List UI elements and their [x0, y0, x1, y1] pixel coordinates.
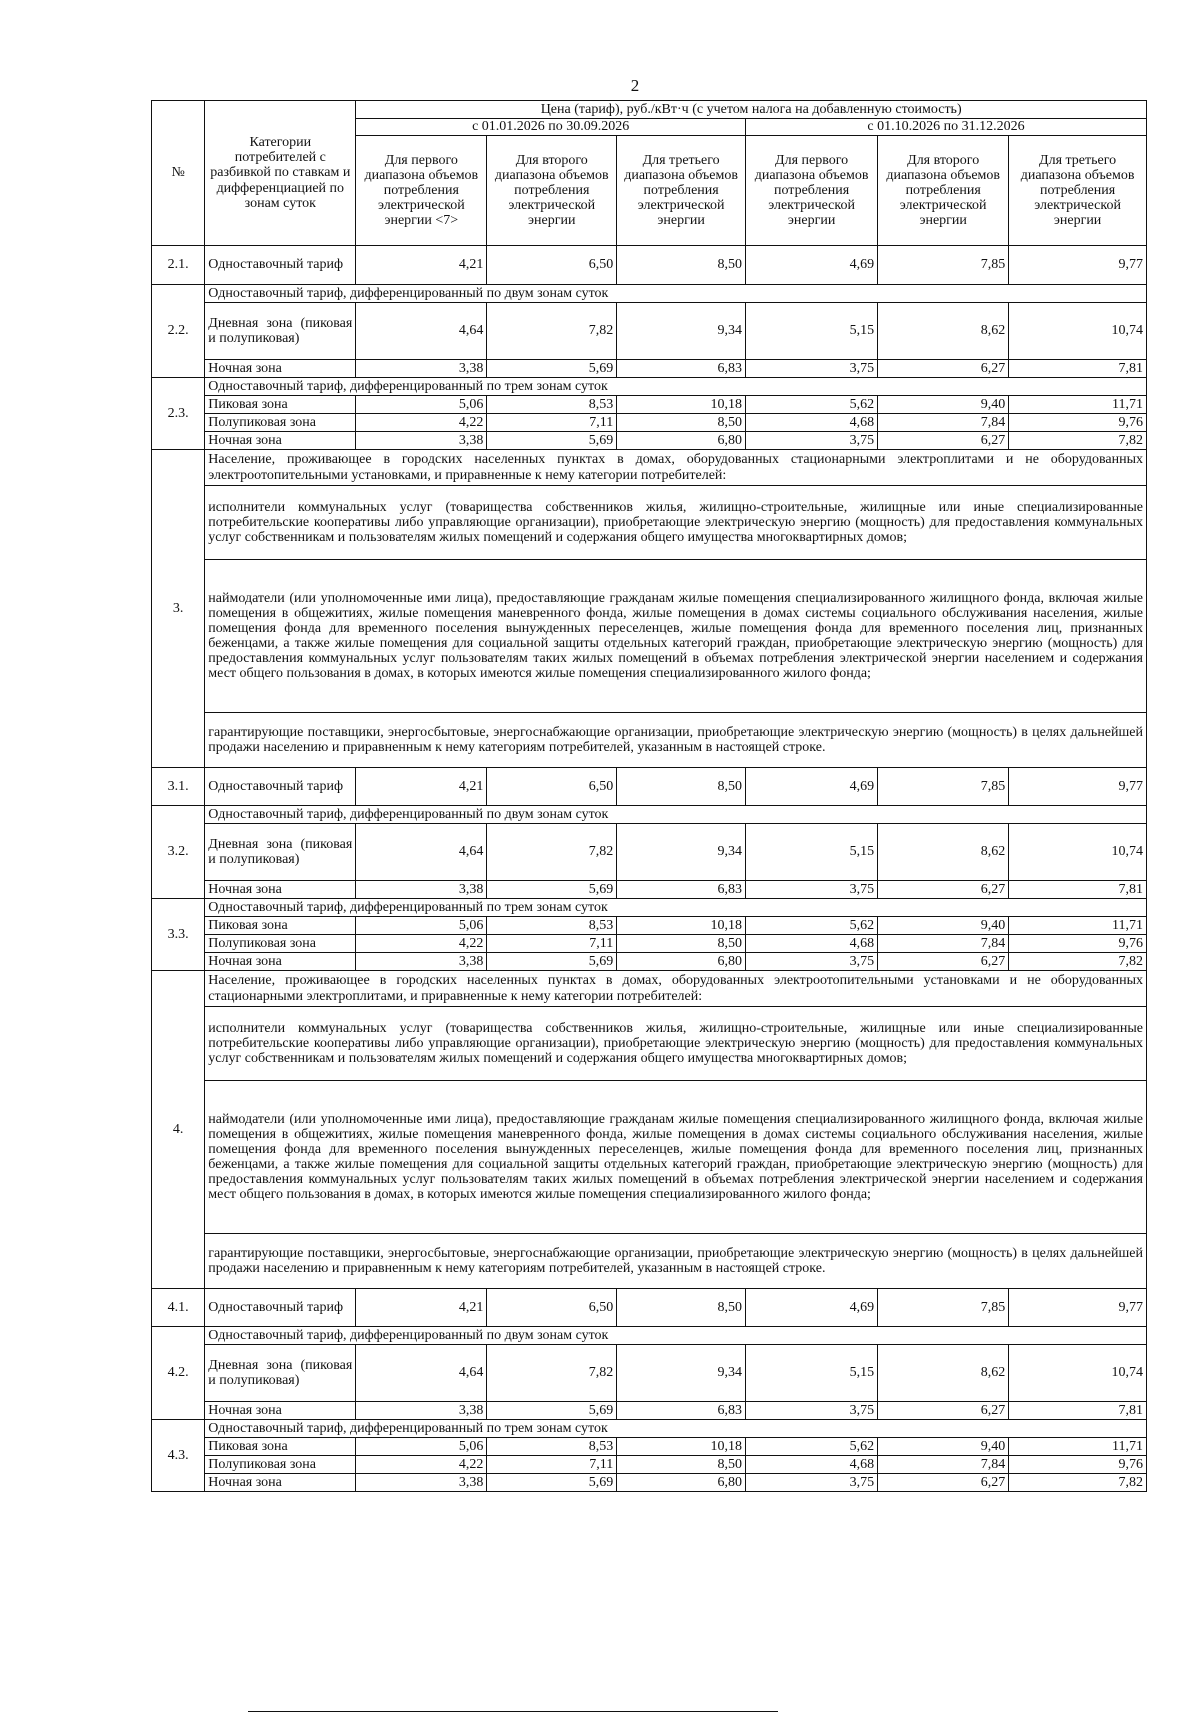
- row-3-3-half: [152, 935, 1147, 953]
- row-3-title: [152, 450, 1147, 486]
- price-cell: 5,69: [487, 953, 617, 971]
- row-number: 2.1.: [152, 246, 205, 285]
- row-4-landlords: [152, 1081, 1147, 1234]
- price-cell: 8,53: [487, 917, 617, 935]
- row-label: Одноставочный тариф: [205, 1289, 356, 1327]
- price-cell: 10,18: [617, 917, 746, 935]
- price-cell: 6,80: [617, 1474, 746, 1492]
- price-cell: 7,11: [487, 1456, 617, 1474]
- row-2-3-peak: [152, 396, 1147, 414]
- price-cell: 7,85: [878, 768, 1009, 806]
- price-cell: 4,21: [356, 246, 487, 285]
- row-number: 2.3.: [152, 378, 205, 450]
- price-cell: 5,06: [356, 396, 487, 414]
- price-cell: 4,69: [746, 1289, 878, 1327]
- row-4-suppliers: [152, 1234, 1147, 1289]
- row-3-communal: [152, 486, 1147, 560]
- two-zone-title: Одноставочный тариф, дифференцированный по двум зонам суток: [205, 1327, 1147, 1345]
- price-cell: 3,38: [356, 953, 487, 971]
- price-cell: 8,50: [617, 935, 746, 953]
- section-3-suppliers: гарантирующие поставщики, энергосбытовые, энергоснабжающие организации, приобретающие электрическую энергию (мощность) в целях дальнейшей продажи населению и приравненным к нему категориям потребителей, указанным в настоящей строке.: [205, 713, 1147, 768]
- row-4-3-peak: [152, 1438, 1147, 1456]
- header-num: №: [152, 101, 205, 246]
- price-cell: 5,62: [746, 396, 878, 414]
- price-cell: 4,21: [356, 1289, 487, 1327]
- price-cell: 6,27: [878, 1402, 1009, 1420]
- price-cell: 10,74: [1009, 303, 1147, 360]
- price-cell: 9,40: [878, 396, 1009, 414]
- header-range-2-p1: Для второго диапазона объемов потребления электрической энергии: [487, 136, 617, 246]
- row-4-3-night: [152, 1474, 1147, 1492]
- price-cell: 9,40: [878, 1438, 1009, 1456]
- three-zone-title: Одноставочный тариф, дифференцированный по трем зонам суток: [205, 378, 1147, 396]
- row-label: Одноставочный тариф: [205, 768, 356, 806]
- price-cell: 7,84: [878, 1456, 1009, 1474]
- price-cell: 7,82: [487, 1345, 617, 1402]
- price-cell: 3,38: [356, 1402, 487, 1420]
- row-number: 3.3.: [152, 899, 205, 971]
- price-cell: 4,68: [746, 1456, 878, 1474]
- row-number: 2.2.: [152, 285, 205, 378]
- row-4-2-title: [152, 1327, 1147, 1345]
- price-cell: 5,15: [746, 303, 878, 360]
- price-cell: 9,40: [878, 917, 1009, 935]
- price-cell: 5,15: [746, 1345, 878, 1402]
- header-range-3-p1: Для третьего диапазона объемов потребления электрической энергии: [617, 136, 746, 246]
- price-cell: 8,50: [617, 768, 746, 806]
- row-number: 3.1.: [152, 768, 205, 806]
- price-cell: 7,82: [1009, 432, 1147, 450]
- row-label: Полупиковая зона: [205, 414, 356, 432]
- row-label: Полупиковая зона: [205, 935, 356, 953]
- row-label: Ночная зона: [205, 1474, 356, 1492]
- row-number: 3.2.: [152, 806, 205, 899]
- price-cell: 4,69: [746, 768, 878, 806]
- section-3-communal: исполнители коммунальных услуг (товарищества собственников жилья, жилищно-строительные, жилищные или иные специализированные потребительские кооперативы либо управляющие организации), приобретающие электрическую энергию (мощность) для предоставления коммунальных услуг собственникам и пользователям жилых помещений и содержания общего имущества многоквартирных домов;: [205, 486, 1147, 560]
- row-2-1: [152, 246, 1147, 285]
- section-4-landlords: наймодатели (или уполномоченные ими лица), предоставляющие гражданам жилые помещения специализированного жилищного фонда, включая жилые помещения в общежитиях, жилые помещения маневренного фонда, жилые помещения в домах системы социального обслуживания населения, жилые помещения фонда для временного поселения вынужденных переселенцев, жилые помещения фонда для временного поселения лиц, признанных беженцами, а также жилые помещения для социальной защиты отдельных категорий граждан, приобретающие электрическую энергию (мощность) для предоставления коммунальных услуг пользователям таких жилых помещений в объемах потребления электрической энергии населением и содержания мест общего пользования в домах, в которых имеются жилые помещения специализированного жилого фонда;: [205, 1081, 1147, 1234]
- price-cell: 6,27: [878, 953, 1009, 971]
- price-cell: 6,80: [617, 432, 746, 450]
- price-cell: 5,15: [746, 824, 878, 881]
- row-number: 4.: [152, 971, 205, 1289]
- row-label: Одноставочный тариф: [205, 246, 356, 285]
- row-2-3-title: [152, 378, 1147, 396]
- price-cell: 4,64: [356, 303, 487, 360]
- price-cell: 4,68: [746, 935, 878, 953]
- price-cell: 3,38: [356, 432, 487, 450]
- price-cell: 5,69: [487, 1402, 617, 1420]
- price-cell: 6,27: [878, 432, 1009, 450]
- header-price: Цена (тариф), руб./кВт·ч (с учетом налога на добавленную стоимость): [356, 101, 1147, 119]
- price-cell: 5,69: [487, 432, 617, 450]
- price-cell: 5,69: [487, 360, 617, 378]
- price-cell: 11,71: [1009, 1438, 1147, 1456]
- price-cell: 4,21: [356, 768, 487, 806]
- two-zone-title: Одноставочный тариф, дифференцированный по двум зонам суток: [205, 285, 1147, 303]
- page-number: 2: [630, 76, 640, 95]
- price-cell: 7,82: [1009, 1474, 1147, 1492]
- price-cell: 9,34: [617, 1345, 746, 1402]
- price-cell: 8,62: [878, 303, 1009, 360]
- price-cell: 4,64: [356, 824, 487, 881]
- row-2-2-night: [152, 360, 1147, 378]
- price-cell: 7,82: [487, 303, 617, 360]
- price-cell: 4,22: [356, 935, 487, 953]
- price-cell: 7,11: [487, 414, 617, 432]
- section-3-landlords: наймодатели (или уполномоченные ими лица), предоставляющие гражданам жилые помещения специализированного жилищного фонда, включая жилые помещения в общежитиях, жилые помещения маневренного фонда, жилые помещения в домах системы социального обслуживания населения, жилые помещения фонда для временного поселения вынужденных переселенцев, жилые помещения фонда для временного поселения лиц, признанных беженцами, а также жилые помещения для социальной защиты отдельных категорий граждан, приобретающие электрическую энергию (мощность) для предоставления коммунальных услуг пользователям таких жилых помещений в объемах потребления электрической энергии населением и содержания мест общего пользования в домах, в которых имеются жилые помещения специализированного жилого фонда;: [205, 560, 1147, 713]
- row-label: Полупиковая зона: [205, 1456, 356, 1474]
- row-label: Пиковая зона: [205, 1438, 356, 1456]
- price-cell: 9,76: [1009, 935, 1147, 953]
- price-cell: 7,82: [487, 824, 617, 881]
- price-cell: 11,71: [1009, 396, 1147, 414]
- price-cell: 4,22: [356, 1456, 487, 1474]
- price-cell: 6,27: [878, 360, 1009, 378]
- price-cell: 9,34: [617, 303, 746, 360]
- price-cell: 7,11: [487, 935, 617, 953]
- section-4-suppliers: гарантирующие поставщики, энергосбытовые, энергоснабжающие организации, приобретающие электрическую энергию (мощность) в целях дальнейшей продажи населению и приравненным к нему категориям потребителей, указанным в настоящей строке.: [205, 1234, 1147, 1289]
- price-cell: 7,84: [878, 935, 1009, 953]
- price-cell: 3,75: [746, 953, 878, 971]
- price-cell: 7,81: [1009, 1402, 1147, 1420]
- row-label: Пиковая зона: [205, 917, 356, 935]
- price-cell: 9,76: [1009, 1456, 1147, 1474]
- row-label: Ночная зона: [205, 881, 356, 899]
- header-range-1-p1: Для первого диапазона объемов потребления электрической энергии <7>: [356, 136, 487, 246]
- row-4-3-half: [152, 1456, 1147, 1474]
- price-cell: 3,38: [356, 1474, 487, 1492]
- row-label: Дневная зона (пиковая и полупиковая): [205, 303, 356, 360]
- header-period-1: с 01.01.2026 по 30.09.2026: [356, 119, 746, 136]
- row-label: Ночная зона: [205, 432, 356, 450]
- price-cell: 10,18: [617, 396, 746, 414]
- price-cell: 3,38: [356, 881, 487, 899]
- price-cell: 6,50: [487, 1289, 617, 1327]
- row-number: 4.2.: [152, 1327, 205, 1420]
- price-cell: 7,85: [878, 246, 1009, 285]
- price-cell: 8,50: [617, 1456, 746, 1474]
- price-cell: 5,62: [746, 1438, 878, 1456]
- row-4-3-title: [152, 1420, 1147, 1438]
- row-4-1: [152, 1289, 1147, 1327]
- price-cell: 5,69: [487, 881, 617, 899]
- price-cell: 5,69: [487, 1474, 617, 1492]
- section-4-title: Население, проживающее в городских населенных пунктах в домах, оборудованных электроотопительными установками и не оборудованных стационарными электроплитами, и приравненные к нему категории потребителей:: [205, 971, 1147, 1007]
- tariff-table: [151, 100, 1147, 1492]
- price-cell: 6,27: [878, 881, 1009, 899]
- price-cell: 3,75: [746, 1474, 878, 1492]
- row-3-2-title: [152, 806, 1147, 824]
- row-label: Пиковая зона: [205, 396, 356, 414]
- price-cell: 7,84: [878, 414, 1009, 432]
- row-number: 3.: [152, 450, 205, 768]
- section-3-title: Население, проживающее в городских населенных пунктах в домах, оборудованных стационарными электроплитами и не оборудованных электроотопительными установками, и приравненные к нему категории потребителей:: [205, 450, 1147, 486]
- row-3-1: [152, 768, 1147, 806]
- price-cell: 9,77: [1009, 768, 1147, 806]
- price-cell: 3,38: [356, 360, 487, 378]
- section-4-communal: исполнители коммунальных услуг (товарищества собственников жилья, жилищно-строительные, жилищные или иные специализированные потребительские кооперативы либо управляющие организации), приобретающие электрическую энергию (мощность) для предоставления коммунальных услуг собственникам и пользователям жилых помещений и содержания общего имущества многоквартирных домов;: [205, 1007, 1147, 1081]
- two-zone-title: Одноставочный тариф, дифференцированный по двум зонам суток: [205, 806, 1147, 824]
- row-2-2-day: [152, 303, 1147, 360]
- footer-divider: [248, 1711, 778, 1712]
- row-label: Ночная зона: [205, 1402, 356, 1420]
- price-cell: 6,83: [617, 360, 746, 378]
- row-4-2-night: [152, 1402, 1147, 1420]
- price-cell: 9,34: [617, 824, 746, 881]
- row-3-landlords: [152, 560, 1147, 713]
- price-cell: 10,18: [617, 1438, 746, 1456]
- price-cell: 7,81: [1009, 881, 1147, 899]
- row-label: Дневная зона (пиковая и полупиковая): [205, 824, 356, 881]
- three-zone-title: Одноставочный тариф, дифференцированный по трем зонам суток: [205, 1420, 1147, 1438]
- price-cell: 5,62: [746, 917, 878, 935]
- price-cell: 8,50: [617, 414, 746, 432]
- price-cell: 7,81: [1009, 360, 1147, 378]
- price-cell: 4,69: [746, 246, 878, 285]
- three-zone-title: Одноставочный тариф, дифференцированный по трем зонам суток: [205, 899, 1147, 917]
- price-cell: 3,75: [746, 881, 878, 899]
- header-range-2-p2: Для второго диапазона объемов потребления электрической энергии: [878, 136, 1009, 246]
- row-4-communal: [152, 1007, 1147, 1081]
- price-cell: 6,50: [487, 768, 617, 806]
- price-cell: 6,50: [487, 246, 617, 285]
- price-cell: 9,77: [1009, 1289, 1147, 1327]
- row-2-2-title: [152, 285, 1147, 303]
- price-cell: 3,75: [746, 432, 878, 450]
- price-cell: 8,53: [487, 396, 617, 414]
- price-cell: 3,75: [746, 1402, 878, 1420]
- header-category: Категории потребителей с разбивкой по ставкам и дифференциацией по зонам суток: [205, 101, 356, 246]
- header-row-1: [152, 101, 1147, 119]
- price-cell: 8,62: [878, 824, 1009, 881]
- price-cell: 8,50: [617, 1289, 746, 1327]
- row-3-suppliers: [152, 713, 1147, 768]
- price-cell: 8,50: [617, 246, 746, 285]
- row-3-3-night: [152, 953, 1147, 971]
- price-cell: 6,83: [617, 881, 746, 899]
- row-4-title: [152, 971, 1147, 1007]
- header-range-3-p2: Для третьего диапазона объемов потребления электрической энергии: [1009, 136, 1147, 246]
- row-label: Дневная зона (пиковая и полупиковая): [205, 1345, 356, 1402]
- header-period-2: с 01.10.2026 по 31.12.2026: [746, 119, 1147, 136]
- header-range-1-p2: Для первого диапазона объемов потребления электрической энергии: [746, 136, 878, 246]
- price-cell: 4,64: [356, 1345, 487, 1402]
- row-3-3-peak: [152, 917, 1147, 935]
- price-cell: 11,71: [1009, 917, 1147, 935]
- row-2-3-half: [152, 414, 1147, 432]
- price-cell: 6,80: [617, 953, 746, 971]
- row-label: Ночная зона: [205, 953, 356, 971]
- price-cell: 10,74: [1009, 1345, 1147, 1402]
- row-label: Ночная зона: [205, 360, 356, 378]
- price-cell: 4,68: [746, 414, 878, 432]
- row-number: 4.3.: [152, 1420, 205, 1492]
- price-cell: 9,77: [1009, 246, 1147, 285]
- row-2-3-night: [152, 432, 1147, 450]
- row-4-2-day: [152, 1345, 1147, 1402]
- row-number: 4.1.: [152, 1289, 205, 1327]
- price-cell: 6,27: [878, 1474, 1009, 1492]
- price-cell: 3,75: [746, 360, 878, 378]
- price-cell: 8,62: [878, 1345, 1009, 1402]
- price-cell: 10,74: [1009, 824, 1147, 881]
- price-cell: 7,82: [1009, 953, 1147, 971]
- price-cell: 6,83: [617, 1402, 746, 1420]
- row-3-2-night: [152, 881, 1147, 899]
- price-cell: 8,53: [487, 1438, 617, 1456]
- price-cell: 4,22: [356, 414, 487, 432]
- price-cell: 9,76: [1009, 414, 1147, 432]
- price-cell: 5,06: [356, 917, 487, 935]
- price-cell: 5,06: [356, 1438, 487, 1456]
- row-3-3-title: [152, 899, 1147, 917]
- row-3-2-day: [152, 824, 1147, 881]
- price-cell: 7,85: [878, 1289, 1009, 1327]
